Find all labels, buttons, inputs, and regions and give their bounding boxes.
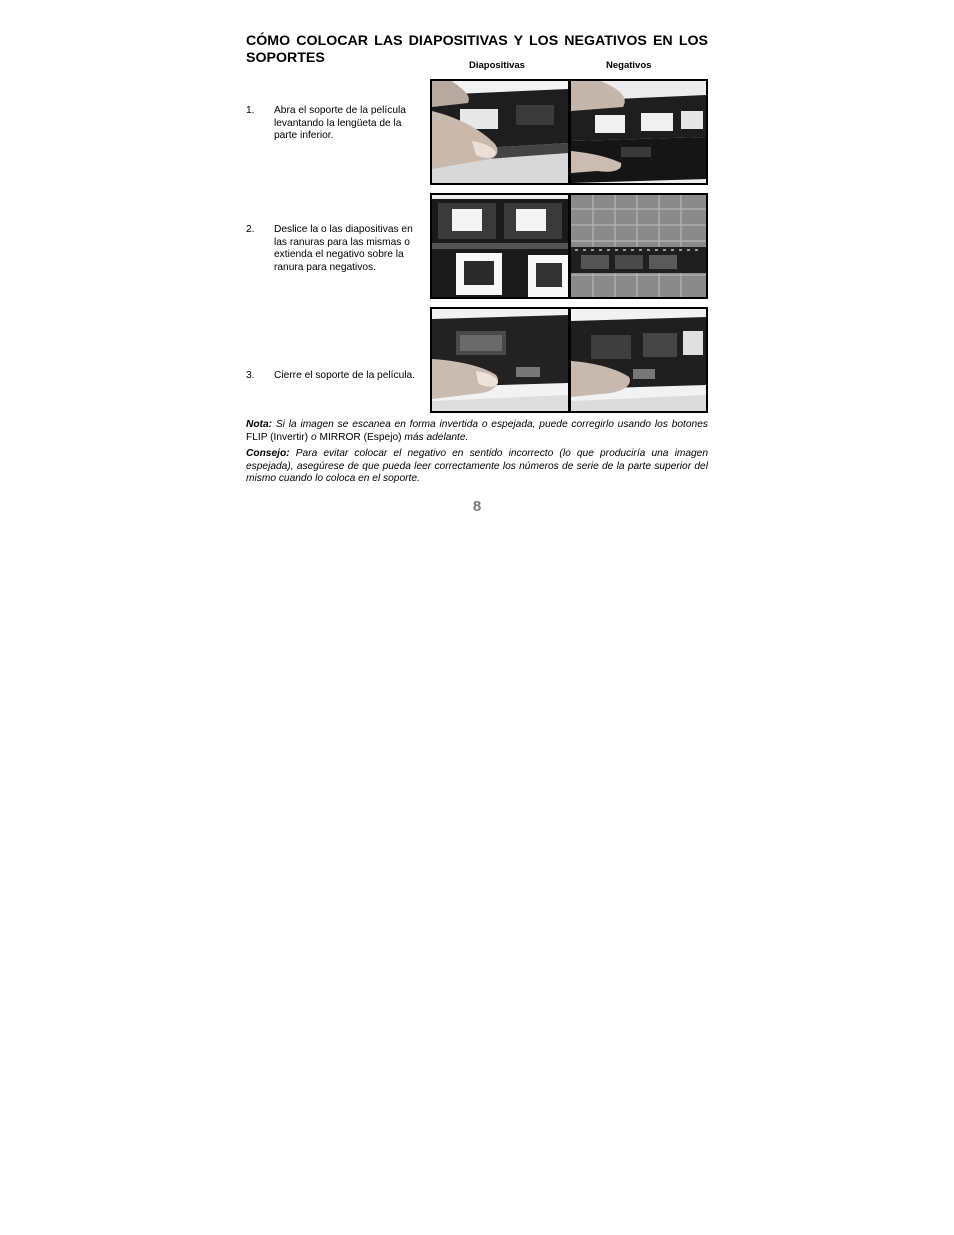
photo-row-insert xyxy=(430,193,708,299)
tip-text: Para evitar colocar el negativo en sentido incorrecto (lo que produciría una imagen espejada), asegúrese de que pueda leer correctamente los números de serie de la parte superior del mismo cuando lo coloca en el soporte. xyxy=(246,448,708,485)
page-title: CÓMO COLOCAR LAS DIAPOSITIVAS Y LOS NEGATIVOS EN LOS SOPORTES xyxy=(246,33,708,66)
note-mirror-button-ref: MIRROR (Espejo) xyxy=(319,431,402,443)
step-number: 3. xyxy=(246,370,255,381)
photo-slides-inserted xyxy=(432,195,568,297)
note-label: Nota: xyxy=(246,419,273,430)
photo-negative-holder-closed xyxy=(571,309,706,411)
step-text: Deslice la o las diapositivas en las ranuras para las mismas o extienda el negativo sobre la ranura para negativos. xyxy=(274,224,413,273)
photo-row-open-holder xyxy=(430,79,708,185)
photo-slide-holder-open xyxy=(432,81,568,183)
photo-slide-holder-closed xyxy=(432,309,568,411)
tip-paragraph xyxy=(246,448,708,486)
step-number: 2. xyxy=(246,224,255,235)
step-number: 1. xyxy=(246,105,255,116)
step-text: Cierre el soporte de la película. xyxy=(274,370,416,381)
note-text-2: o xyxy=(310,431,317,443)
step-text: Abra el soporte de la película levantando la lengüeta de la parte inferior. xyxy=(274,105,406,142)
photo-negative-holder-open xyxy=(571,81,706,183)
tip-label: Consejo: xyxy=(246,448,290,459)
note-text-1: Si la imagen se escanea en forma invertida o espejada, puede corregirlo usando los botones xyxy=(275,419,708,430)
photo-negative-inserted xyxy=(571,195,706,297)
note-flip-button-ref: FLIP (Invertir) xyxy=(246,431,309,443)
photo-row-close-holder xyxy=(430,307,708,413)
note-paragraph xyxy=(246,419,708,444)
column-header-slides: Diapositivas xyxy=(469,60,525,71)
page-number: 8 xyxy=(472,498,482,515)
note-text-3: más adelante. xyxy=(404,431,469,443)
column-header-negatives: Negativos xyxy=(606,60,652,71)
